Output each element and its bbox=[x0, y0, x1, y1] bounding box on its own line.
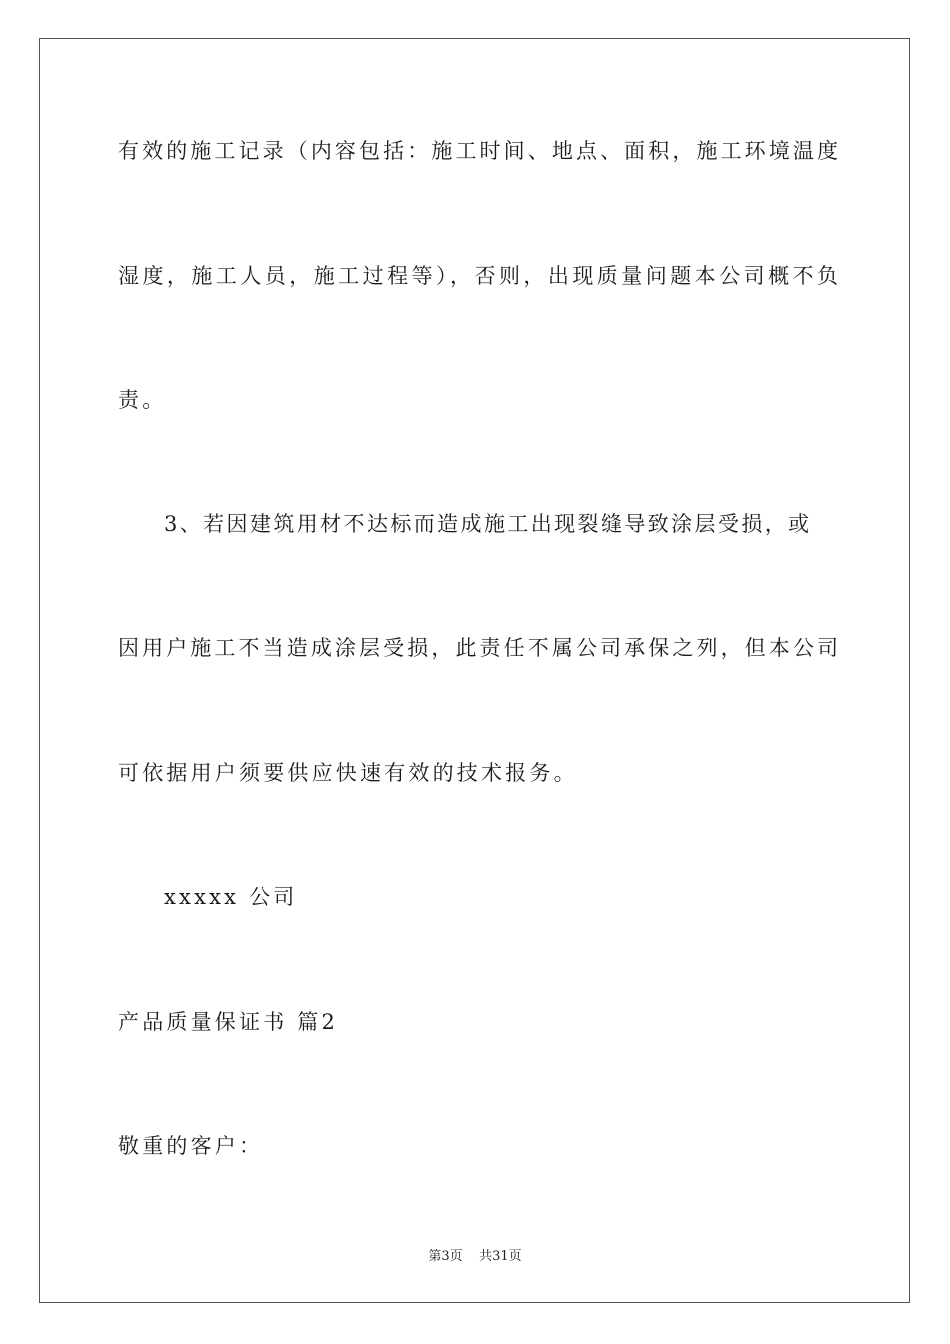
paragraph-line: 因用户施工不当造成涂层受损，此责任不属公司承保之列，但本公司 bbox=[118, 636, 838, 660]
paragraph-line: 有效的施工记录（内容包括：施工时间、地点、面积，施工环境温度 bbox=[118, 139, 838, 163]
page-border bbox=[39, 38, 910, 1303]
total-pages: 共31页 bbox=[479, 1249, 522, 1264]
page-number: 第3页 bbox=[428, 1249, 463, 1264]
page-footer bbox=[0, 1248, 950, 1266]
paragraph-line: 责。 bbox=[118, 388, 167, 412]
section-title: 产品质量保证书 篇2 bbox=[118, 1010, 339, 1034]
salutation: 敬重的客户： bbox=[118, 1134, 264, 1158]
paragraph-line: 可依据用户须要供应快速有效的技术报务。 bbox=[118, 761, 578, 785]
company-signature: xxxxx 公司 bbox=[164, 885, 298, 909]
paragraph-line: 湿度，施工人员，施工过程等），否则，出现质量问题本公司概不负 bbox=[118, 264, 838, 288]
paragraph-line: 3、若因建筑用材不达标而造成施工出现裂缝导致涂层受损，或 bbox=[164, 512, 812, 536]
